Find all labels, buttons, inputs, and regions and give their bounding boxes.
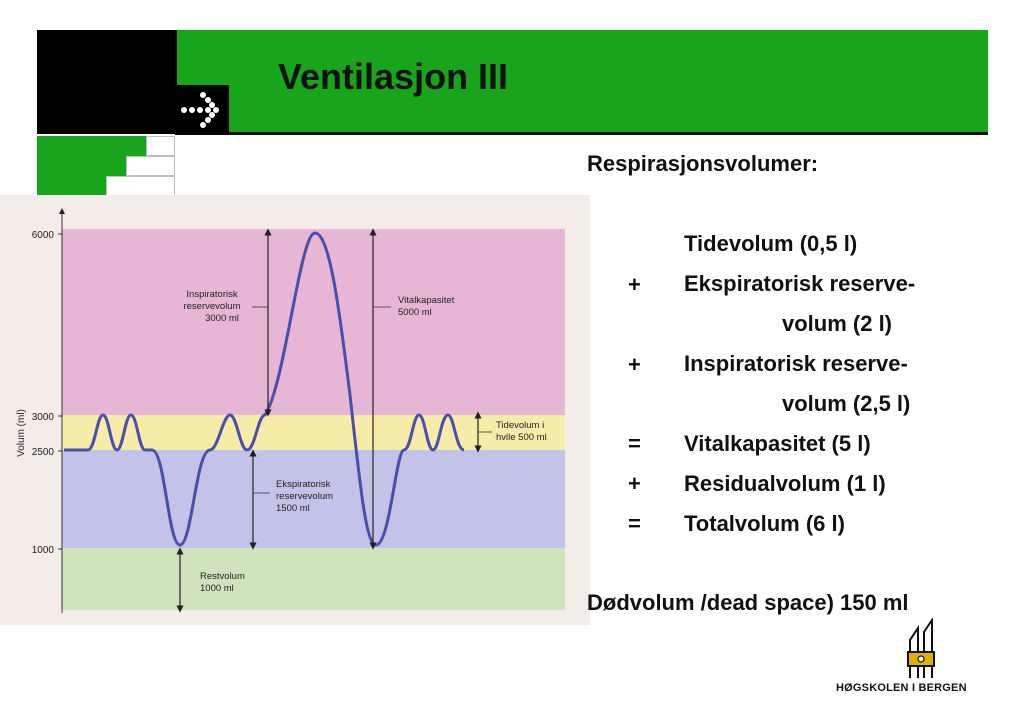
op-plus-1: + bbox=[628, 272, 641, 297]
dotted-arrow-icon bbox=[175, 85, 229, 135]
line-residual-volume: Residualvolum (1 l) bbox=[684, 471, 886, 496]
tick-label-3000: 3000 bbox=[31, 412, 54, 423]
line-inspiratory-volume: volum (2,5 l) bbox=[782, 391, 911, 416]
label-inspiratory-1: Inspiratorisk bbox=[186, 289, 238, 300]
op-equals-2: = bbox=[628, 511, 641, 536]
tick-label-1000: 1000 bbox=[31, 545, 54, 556]
line-expiratory-volume: volum (2 l) bbox=[782, 311, 893, 336]
op-plus-2: + bbox=[628, 352, 641, 377]
label-rest-2: 1000 ml bbox=[200, 583, 234, 594]
lung-volume-diagram bbox=[0, 195, 590, 625]
label-inspiratory-2: reservevolum bbox=[183, 301, 241, 312]
header-black-block bbox=[37, 30, 177, 134]
line-total-volume: Totalvolum (6 l) bbox=[684, 511, 845, 536]
respiratory-volumes-heading: Respirasjonsvolumer: bbox=[587, 151, 819, 176]
label-expiratory-1: Ekspiratorisk bbox=[276, 479, 331, 490]
label-rest-1: Restvolum bbox=[200, 571, 245, 582]
college-logo-icon bbox=[900, 618, 942, 680]
line-vital-capacity: Vitalkapasitet (5 l) bbox=[684, 431, 871, 456]
tick-label-2500: 2500 bbox=[31, 447, 54, 458]
line-expiratory-reserve: Ekspiratorisk reserve- bbox=[684, 271, 916, 296]
line-inspiratory-reserve: Inspiratorisk reserve- bbox=[684, 351, 908, 376]
zone-residual bbox=[62, 548, 565, 610]
label-tidal-2: hvile 500 ml bbox=[496, 432, 547, 443]
label-tidal-1: Tidevolum i bbox=[496, 420, 545, 431]
header-underline bbox=[177, 132, 988, 135]
line-tidal-volume: Tidevolum (0,5 l) bbox=[684, 231, 858, 256]
op-plus-3: + bbox=[628, 471, 641, 496]
arrow-icon-box bbox=[175, 85, 229, 135]
op-equals-1: = bbox=[628, 431, 641, 456]
tick-label-6000: 6000 bbox=[31, 230, 54, 241]
slide-title: Ventilasjon III bbox=[278, 56, 509, 97]
label-expiratory-3: 1500 ml bbox=[276, 503, 310, 514]
zone-inspiratory-reserve bbox=[62, 229, 565, 415]
label-expiratory-2: reservevolum bbox=[276, 491, 334, 502]
y-axis-label: Volum (ml) bbox=[16, 409, 27, 457]
label-vital-2: 5000 ml bbox=[398, 307, 432, 318]
dead-space-footer: Dødvolum /dead space) 150 ml bbox=[587, 590, 909, 615]
label-vital-1: Vitalkapasitet bbox=[398, 295, 455, 306]
college-name: HØGSKOLEN I BERGEN bbox=[836, 682, 967, 694]
label-inspiratory-3: 3000 ml bbox=[205, 313, 239, 324]
